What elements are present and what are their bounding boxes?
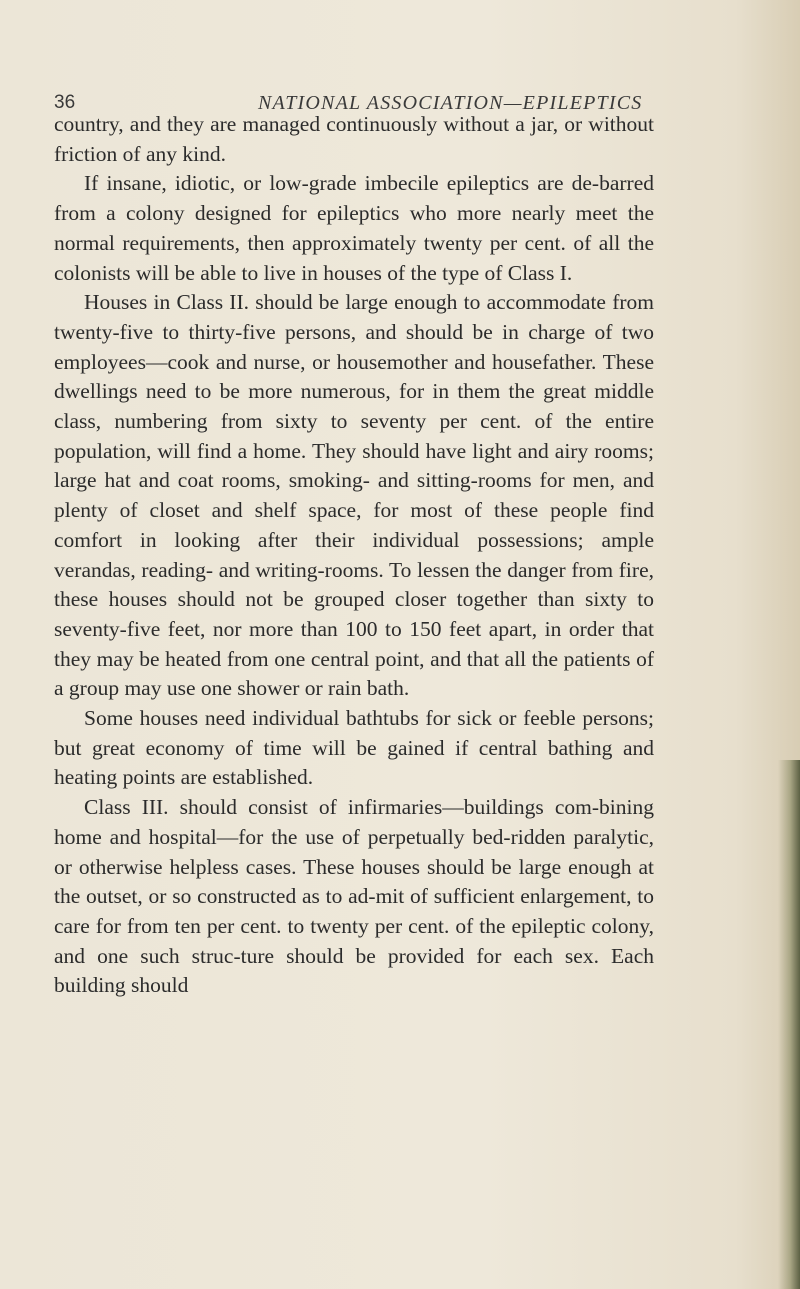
page-edge-shadow (778, 760, 800, 1289)
paragraph: Class III. should consist of infirmaries—buildings com-bining home and hospital—for the use of perpetually bed-ridden paralytic, or otherwise helpless cases. These houses should be large enough at the outset, or so constructed as to ad-mit of sufficient enlargement, to care for from ten per cent. to twenty per cent. of the epileptic colony, and one such struc-ture should be provided for each sex. Each building should (54, 795, 654, 998)
page-number: 36 (54, 92, 76, 113)
paragraph: If insane, idiotic, or low-grade imbecile epileptics are de-barred from a colony designed for epileptics who more nearly meet the normal requirements, then approximately twenty per cent. of all the colonists will be able to live in houses of the type of Class I. (54, 171, 654, 285)
paragraph: Houses in Class II. should be large enough to accommodate from twenty-five to thirty-five persons, and should be in charge of two employees—cook and nurse, or housemother and housefather. These dwellings need to be more numerous, for in them the great middle class, numbering from sixty to seventy per cent. of the entire population, will find a home. They should have light and airy rooms; large hat and coat rooms, smoking- and sitting-rooms for men, and plenty of closet and shelf space, for most of these people find comfort in looking after their individual possessions; ample verandas, reading- and writing-rooms. To lessen the danger from fire, these houses should not be grouped closer together than sixty to seventy-five feet, nor more than 100 to 150 feet apart, in order that they may be heated from one central point, and that all the patients of a group may use one shower or rain bath. (54, 290, 654, 701)
paragraph: Some houses need individual bathtubs for sick or feeble persons; but great economy of time will be gained if central bathing and heating points are established. (54, 706, 654, 790)
paragraph: country, and they are managed continuously without a jar, or without friction of any kind. (54, 112, 654, 166)
running-head: NATIONAL ASSOCIATION—EPILEPTICS (258, 92, 643, 114)
body-text (54, 110, 654, 1001)
